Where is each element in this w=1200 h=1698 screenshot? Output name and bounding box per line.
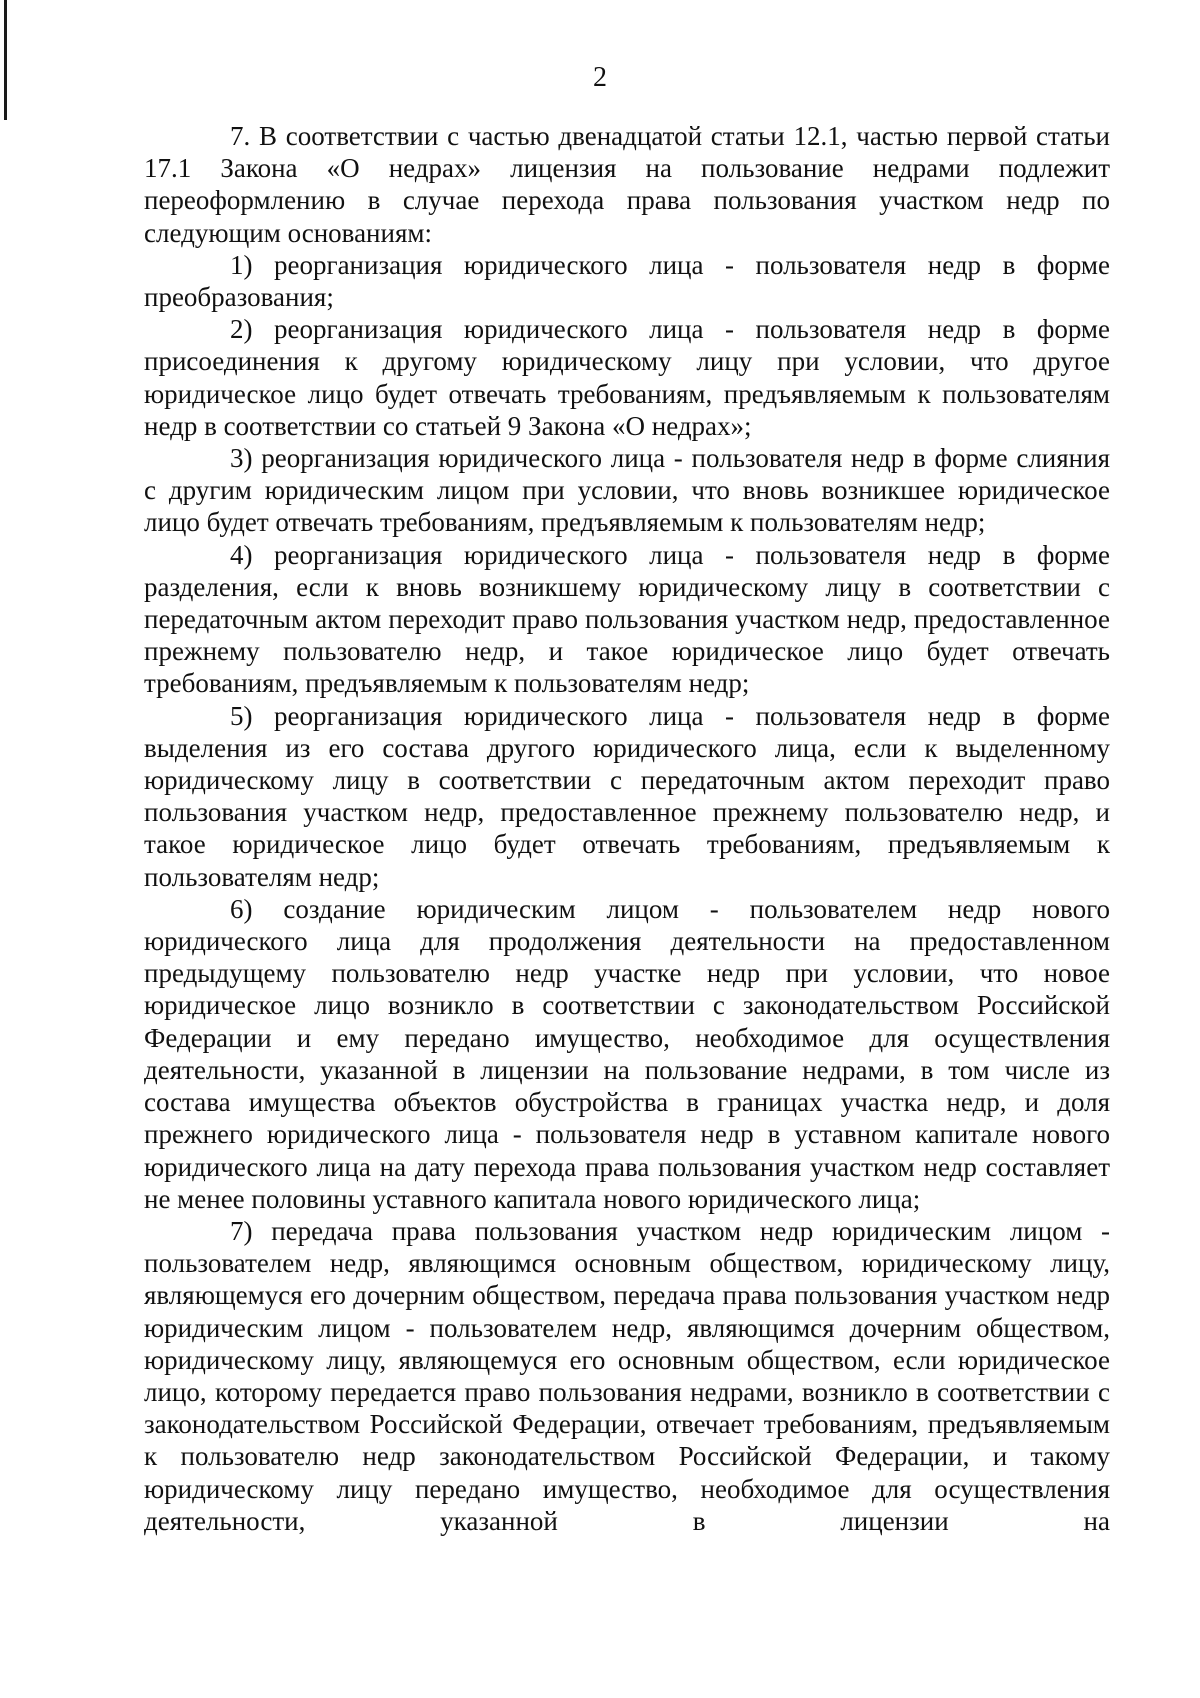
page-number: 2 <box>593 62 607 93</box>
document-body <box>144 120 1110 1537</box>
paragraph-item-5: 5) реорганизация юридического лица - пользователя недр в форме выделения из его состава другого юридического лица, если к выделенному юридическому лицу в соответствии с передаточным актом переходит право пользования участком недр, предоставленное прежнему пользователю недр, и такое юридическое лицо будет отвечать требованиям, предъявляемым к пользователям недр; <box>144 700 1110 892</box>
paragraph-item-1: 1) реорганизация юридического лица - пользователя недр в форме преобразования; <box>144 249 1110 313</box>
scan-edge-mark <box>4 0 7 120</box>
paragraph-item-2: 2) реорганизация юридического лица - пользователя недр в форме присоединения к другому юридическому лицу при условии, что другое юридическое лицо будет отвечать требованиям, предъявляемым к пользователям недр в соответствии со статьей 9 Закона «О недрах»; <box>144 314 1110 441</box>
paragraph-intro: 7. В соответствии с частью двенадцатой статьи 12.1, частью первой статьи 17.1 Закона «О недрах» лицензия на пользование недрами подлежит переоформлению в случае перехода права пользования участком недр по следующим основаниям: <box>144 121 1110 248</box>
paragraph-item-4: 4) реорганизация юридического лица - пользователя недр в форме разделения, если к вновь возникшему юридическому лицу в соответствии с передаточным актом переходит право пользования участком недр, предоставленное прежнему пользователю недр, и такое юридическое лицо будет отвечать требованиям, предъявляемым к пользователям недр; <box>144 539 1110 699</box>
paragraph-item-7: 7) передача права пользования участком недр юридическим лицом - пользователем недр, являющимся основным обществом, юридическому лицу, являющемуся его дочерним обществом, передача права пользования участком недр юридическим лицом - пользователем недр, являющимся дочерним обществом, юридическому лицу, являющемуся его основным обществом, если юридическое лицо, которому передается право пользования недрами, возникло в соответствии с законодательством Российской Федерации, отвечает требованиям, предъявляемым к пользователю недр законодательством Российской Федерации, и такому юридическому лицу передано имущество, необходимое для осуществления деятельности, указанной в лицензии на <box>144 1215 1110 1536</box>
paragraph-item-3: 3) реорганизация юридического лица - пользователя недр в форме слияния с другим юридическим лицом при условии, что вновь возникшее юридическое лицо будет отвечать требованиям, предъявляемым к пользователям недр; <box>144 443 1110 538</box>
paragraph-item-6: 6) создание юридическим лицом - пользователем недр нового юридического лица для продолжения деятельности на предоставленном предыдущему пользователю недр участке недр при условии, что новое юридическое лицо возникло в соответствии с законодательством Российской Федерации и ему передано имущество, необходимое для осуществления деятельности, указанной в лицензии на пользование недрами, в том числе из состава имущества объектов обустройства в границах участка недр, и доля прежнего юридического лица - пользователя недр в уставном капитале нового юридического лица на дату перехода права пользования участком недр составляет не менее половины уставного капитала нового юридического лица; <box>144 893 1110 1214</box>
